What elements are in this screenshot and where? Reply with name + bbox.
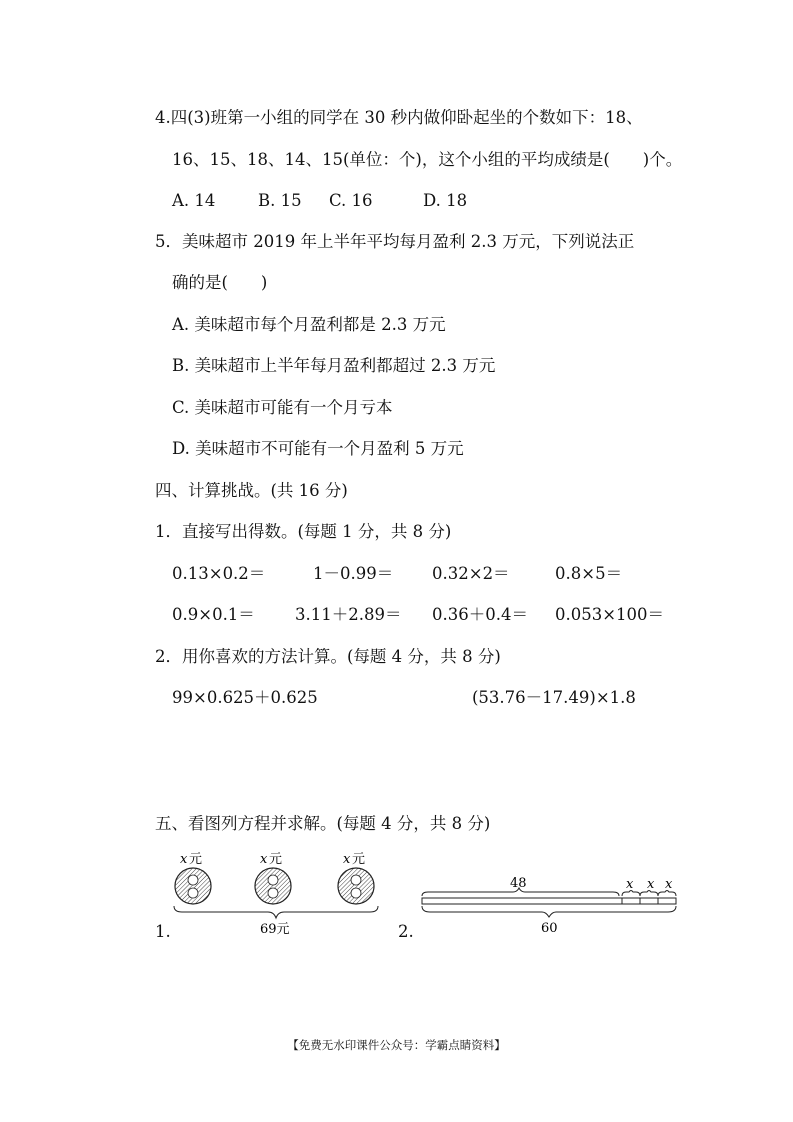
figure1-diagram (170, 848, 385, 938)
price-label-1 (180, 852, 202, 867)
svg-text:元: 元 (269, 852, 283, 867)
var-x-2: x (647, 877, 655, 892)
calc-item: 0.13×0.2＝ (172, 564, 266, 583)
var-x-1: x (626, 877, 634, 892)
calc-item: 0.32×2＝ (432, 564, 510, 583)
price-label-3 (343, 852, 365, 867)
footer-note: 【免费无水印课件公众号：学霸点睛资料】 (287, 1038, 506, 1052)
var-x-3: x (665, 877, 673, 892)
q5-line1: 5．美味超市 2019 年上半年平均每月盈利 2.3 万元，下列说法正 (155, 232, 635, 251)
svg-text:x: x (180, 852, 188, 867)
calc-item: 0.8×5＝ (555, 564, 623, 583)
q4-line2: 16、15、18、14、15(单位：个)，这个小组的平均成绩是( )个。 (172, 150, 683, 169)
svg-text:x: x (343, 852, 351, 867)
bottom-brace (422, 906, 676, 917)
q4-option-c: C. 16 (329, 191, 373, 210)
q4-line1: 4.四(3)班第一小组的同学在 30 秒内做仰卧起坐的个数如下：18、 (155, 108, 643, 127)
segment-bar (422, 898, 676, 904)
q5-option-a: A. 美味超市每个月盈利都是 2.3 万元 (172, 315, 446, 334)
section4-part1-title: 1．直接写出得数。(每题 1 分，共 8 分) (155, 522, 452, 541)
segment-48-label: 48 (510, 876, 527, 891)
svg-text:元: 元 (352, 852, 366, 867)
q4-option-d: D. 18 (423, 191, 468, 210)
total-label: 69元 (260, 922, 290, 937)
section4-heading: 四、计算挑战。(共 16 分) (155, 481, 348, 500)
q5-option-b: B. 美味超市上半年每月盈利都超过 2.3 万元 (172, 356, 496, 375)
q5-option-d: D. 美味超市不可能有一个月盈利 5 万元 (172, 439, 464, 458)
calc-item: 0.36＋0.4＝ (432, 605, 528, 624)
q4-option-b: B. 15 (258, 191, 302, 210)
ball-icon (175, 868, 211, 904)
q5-line2: 确的是( ) (172, 273, 268, 292)
q4-option-a: A. 14 (172, 191, 216, 210)
figure2-diagram (418, 872, 683, 934)
calc-item: 0.053×100＝ (555, 605, 665, 624)
calc-item: 0.9×0.1＝ (172, 605, 255, 624)
figure2-number: 2. (398, 922, 414, 941)
expression-1: 99×0.625＋0.625 (172, 688, 318, 707)
svg-text:x: x (260, 852, 268, 867)
ball-icon (255, 868, 291, 904)
calc-item: 1－0.99＝ (313, 564, 394, 583)
total-brace (174, 906, 378, 918)
svg-text:元: 元 (189, 852, 203, 867)
total-60-label: 60 (541, 921, 558, 936)
expression-2: (53.76－17.49)×1.8 (472, 688, 636, 707)
calc-item: 3.11＋2.89＝ (295, 605, 402, 624)
figure1-number: 1. (155, 922, 171, 941)
price-label-2 (260, 852, 282, 867)
section4-part2-title: 2．用你喜欢的方法计算。(每题 4 分，共 8 分) (155, 647, 501, 666)
ball-icon (338, 868, 374, 904)
q5-option-c: C. 美味超市可能有一个月亏本 (172, 398, 393, 417)
section5-heading: 五、看图列方程并求解。(每题 4 分，共 8 分) (155, 814, 491, 833)
